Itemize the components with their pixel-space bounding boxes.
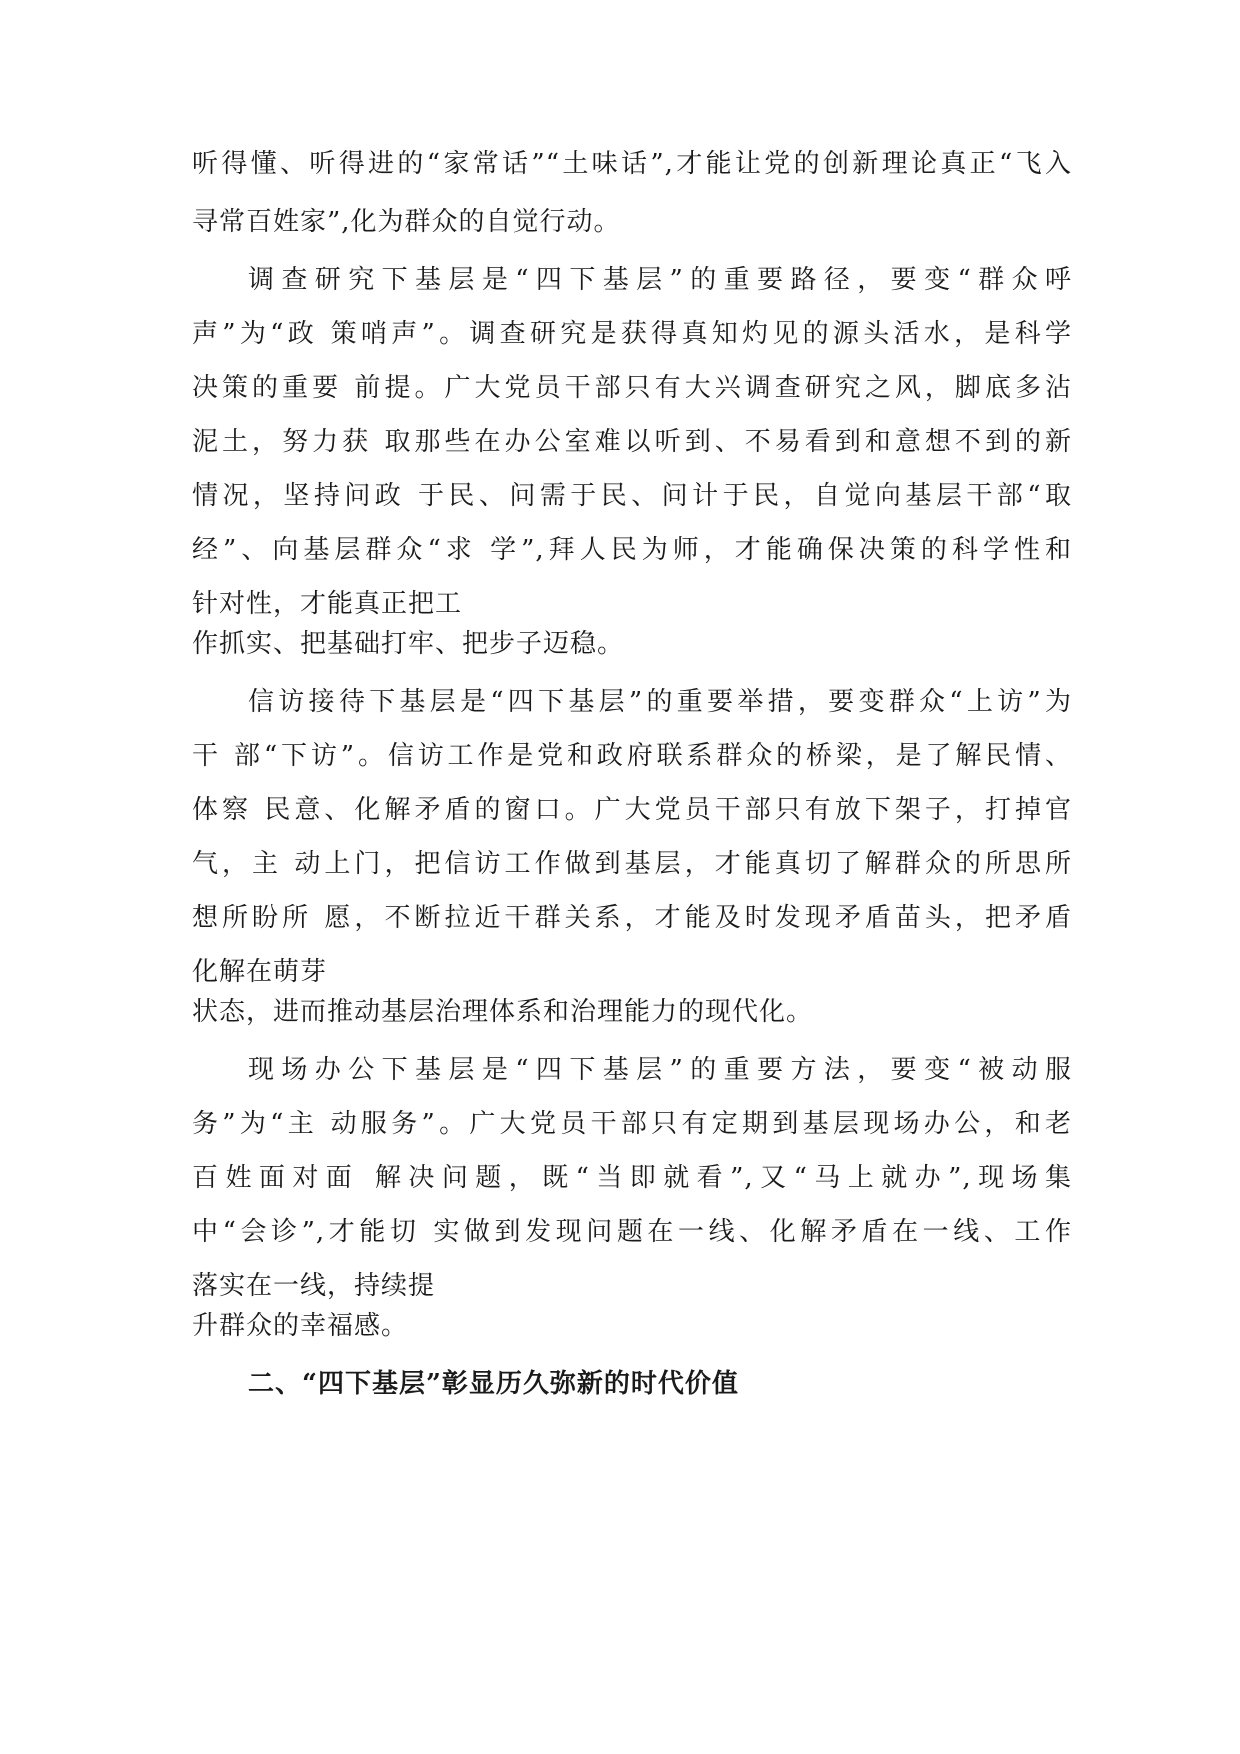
paragraph-line: 经”、向基层群众“求 学”,拜人民为师，才能确保决策的科学性和 xyxy=(192,535,1072,565)
paragraph-line: 声”为“政 策哨声”。调查研究是获得真知灼见的源头活水，是科学 xyxy=(192,319,1072,349)
paragraph-line: 升群众的幸福感。 xyxy=(192,1311,409,1341)
paragraph-line: 百姓面对面 解决问题，既“当即就看”,又“马上就办”,现场集 xyxy=(192,1163,1072,1193)
paragraph-line: 务”为“主 动服务”。广大党员干部只有定期到基层现场办公，和老 xyxy=(192,1109,1072,1139)
paragraph-line: 落实在一线，持续提 xyxy=(192,1271,436,1301)
paragraph-line: 信访接待下基层是“四下基层”的重要举措，要变群众“上访”为 xyxy=(248,687,1072,717)
paragraph-line: 泥土，努力获 取那些在办公室难以听到、不易看到和意想不到的新 xyxy=(192,427,1072,457)
paragraph-line: 情况，坚持问政 于民、问需于民、问计于民，自觉向基层干部“取 xyxy=(192,481,1072,511)
paragraph-line: 听得懂、听得进的“家常话”“土味话”,才能让党的创新理论真正“飞入 xyxy=(192,149,1072,179)
section-heading: 二、“四下基层”彰显历久弥新的时代价值 xyxy=(248,1369,739,1399)
paragraph-line: 气，主 动上门，把信访工作做到基层，才能真切了解群众的所思所 xyxy=(192,849,1072,879)
paragraph-line: 针对性，才能真正把工 xyxy=(192,589,463,619)
paragraph-line: 体察 民意、化解矛盾的窗口。广大党员干部只有放下架子，打掉官 xyxy=(192,795,1072,825)
paragraph-line: 状态，进而推动基层治理体系和治理能力的现代化。 xyxy=(192,997,814,1027)
paragraph-line: 化解在萌芽 xyxy=(192,957,328,987)
paragraph-line: 寻常百姓家”,化为群众的自觉行动。 xyxy=(192,207,621,237)
paragraph-line: 干 部“下访”。信访工作是党和政府联系群众的桥梁，是了解民情、 xyxy=(192,741,1072,771)
paragraph-line: 现场办公下基层是“四下基层”的重要方法，要变“被动服 xyxy=(248,1055,1072,1085)
paragraph-line: 作抓实、把基础打牢、把步子迈稳。 xyxy=(192,629,625,659)
paragraph-line: 决策的重要 前提。广大党员干部只有大兴调查研究之风，脚底多沾 xyxy=(192,373,1072,403)
paragraph-line: 想所盼所 愿，不断拉近干群关系，才能及时发现矛盾苗头，把矛盾 xyxy=(192,903,1072,933)
paragraph-line: 调查研究下基层是“四下基层”的重要路径，要变“群众呼 xyxy=(248,265,1072,295)
paragraph-line: 中“会诊”,才能切 实做到发现问题在一线、化解矛盾在一线、工作 xyxy=(192,1217,1072,1247)
